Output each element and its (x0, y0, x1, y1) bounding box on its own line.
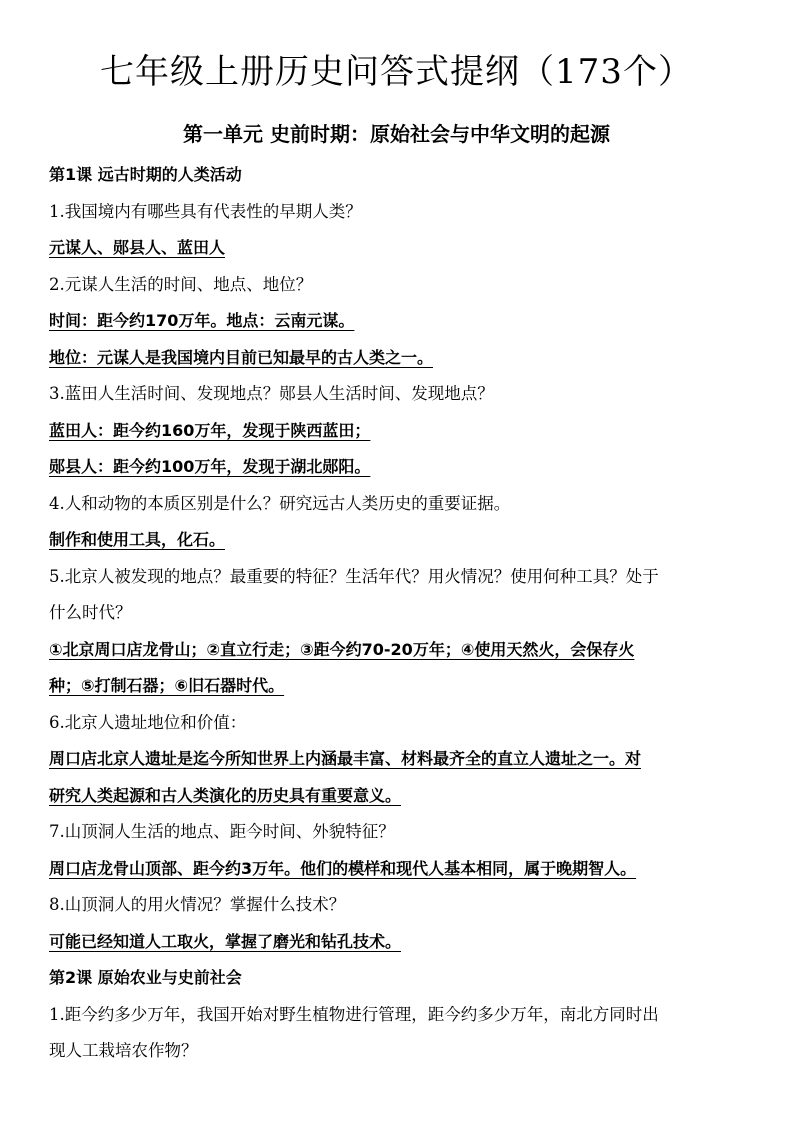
question-line: 6.北京人遗址地位和价值： (49, 712, 247, 732)
answer-line: 周口店龙骨山顶部、距今约3万年。他们的模样和现代人基本相同，属于晚期智人。 (49, 858, 637, 878)
question-line: 2.元谋人生活的时间、地点、地位？ (49, 274, 313, 294)
outline-body (49, 157, 749, 1070)
answer-line: 郧县人：距今约100万年，发现于湖北郧阳。 (49, 457, 371, 476)
question-line: 什么时代？ (49, 603, 132, 622)
answer-line: 研究人类起源和古人类演化的历史具有重要意义。 (49, 785, 402, 805)
answer-line: 时间：距今约170万年。地点：云南元谋。 (49, 311, 355, 330)
unit-heading: 第一单元 史前时期：原始社会与中华文明的起源 (183, 122, 610, 146)
question-line: 5.北京人被发现的地点？最重要的特征？生活年代？用火情况？使用何种工具？处于 (49, 566, 659, 586)
answer-line: 周口店北京人遗址是迄今所知世界上内涵最丰富、材料最齐全的直立人遗址之一。对 (49, 749, 642, 768)
question-line: 1.距今约多少万年，我国开始对野生植物进行管理，距今约多少万年，南北方同时出 (49, 1004, 659, 1024)
answer-line: 可能已经知道人工取火，掌握了磨光和钻孔技术。 (49, 931, 402, 951)
answer-line: 地位：元谋人是我国境内目前已知最早的古人类之一。 (49, 347, 434, 367)
question-line: 4.人和动物的本质区别是什么？研究远古人类历史的重要证据。 (49, 493, 511, 513)
question-line: 7.山顶洞人生活的地点、距今时间、外貌特征？ (49, 822, 395, 841)
answer-line: 蓝田人：距今约160万年，发现于陕西蓝田； (49, 420, 371, 440)
question-line: 3.蓝田人生活时间、发现地点？郧县人生活时间、发现地点？ (49, 384, 494, 403)
answer-line: 种；⑤打制石器；⑥旧石器时代。 (49, 676, 285, 695)
answer-line: ①北京周口店龙骨山；②直立行走；③距今约70-20万年；④使用天然火，会保存火 (49, 639, 635, 659)
lesson-heading: 第1课 远古时期的人类活动 (49, 165, 242, 184)
lesson-heading: 第2课 原始农业与史前社会 (49, 968, 242, 987)
question-line: 现人工栽培农作物？ (49, 1041, 198, 1060)
document-title: 七年级上册历史问答式提纲（173个） (100, 52, 693, 92)
question-line: 1.我国境内有哪些具有代表性的早期人类？ (49, 201, 362, 221)
answer-line: 制作和使用工具，化石。 (49, 530, 226, 549)
answer-line: 元谋人、郧县人、蓝田人 (49, 238, 226, 257)
question-line: 8.山顶洞人的用火情况？掌握什么技术？ (49, 895, 346, 914)
